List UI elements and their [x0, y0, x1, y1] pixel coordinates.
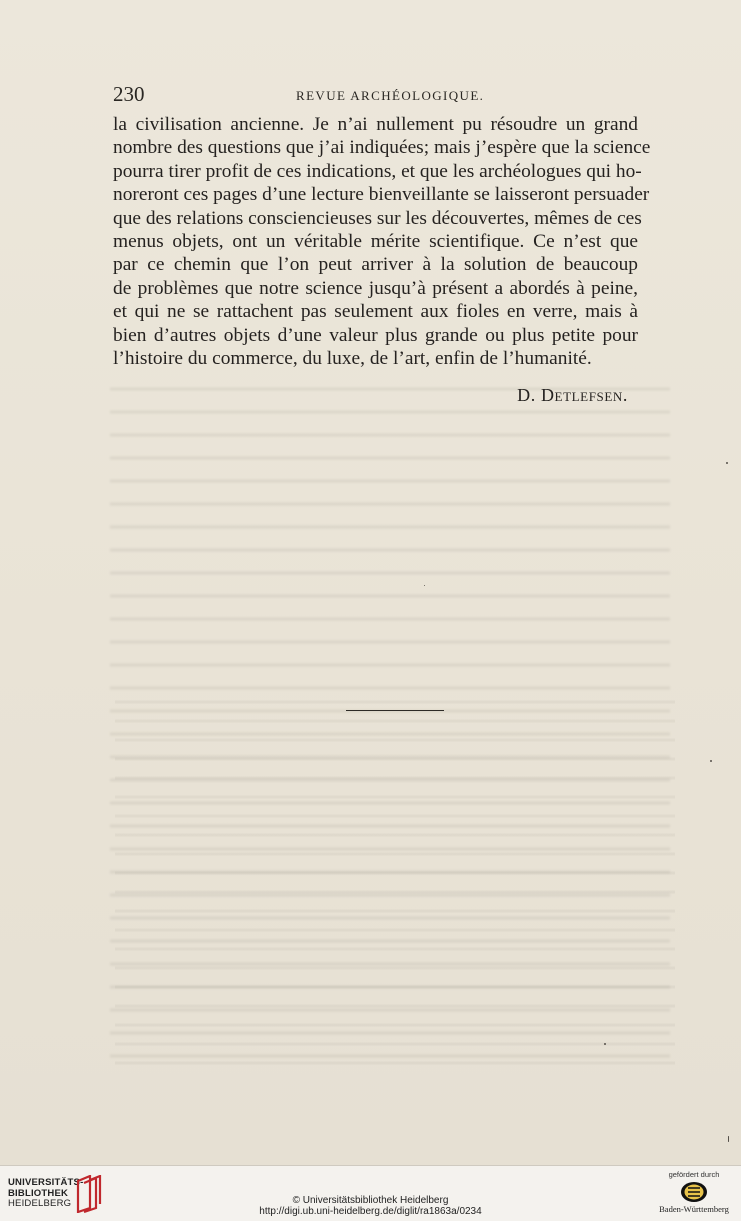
text-line: que des relations consciencieuses sur les découvertes, mêmes de ces [113, 207, 642, 229]
text-line: et qui ne se rattachent pas seulement aux fioles en verre, mais à [113, 301, 638, 323]
digitization-footer [0, 1165, 741, 1221]
paper-speck [424, 585, 425, 586]
paper-speck [604, 1043, 606, 1045]
text-line: nombre des questions que j’ai indiquées; mais j’espère que la science [113, 137, 651, 159]
bleed-through-texture-notes [115, 690, 675, 1070]
state-crest-icon [680, 1181, 708, 1203]
permalink[interactable]: http://digi.ub.uni-heidelberg.de/diglit/ra1863a/0234 [259, 1206, 482, 1217]
text-line: l’histoire du commerce, du luxe, de l’art, enfin de l’humanité. [113, 347, 592, 369]
section-divider [346, 710, 444, 711]
text-line: noreront ces pages d’une lecture bienveillante se laisseront persuader [113, 184, 650, 206]
library-name-line: BIBLIOTHEK [8, 1187, 69, 1199]
library-name-line: HEIDELBERG [8, 1198, 72, 1209]
body-paragraph [113, 113, 651, 370]
library-name-line: UNIVERSITÄTS- [8, 1177, 84, 1188]
paper-speck [728, 1136, 729, 1142]
funding-credit [659, 1170, 729, 1214]
text-line: menus objets, ont un véritable mérite scientifique. Ce n’est que [113, 230, 638, 252]
text-line: par ce chemin que l’on peut arriver à la solution de beaucoup [113, 254, 638, 276]
text-line: de problèmes que notre science jusqu’à présent a abordés à peine, [113, 277, 638, 299]
funder-name: Baden-Württemberg [659, 1204, 729, 1214]
author-signature: D. Detlefsen. [517, 385, 628, 405]
paper-speck [726, 462, 728, 464]
text-line: la civilisation ancienne. Je n’ai nullement pu résoudre un grand [113, 114, 638, 135]
funded-by-label: gefördert durch [668, 1170, 720, 1179]
page-header [113, 82, 638, 108]
running-title: REVUE ARCHÉOLOGIQUE. [296, 88, 485, 103]
text-line: pourra tirer profit de ces indications, et que les archéologues qui ho- [113, 160, 642, 182]
page-number: 230 [113, 82, 145, 106]
paper-speck [710, 760, 712, 762]
text-line: bien d’autres objets d’une valeur plus grande ou plus petite pour [113, 324, 638, 346]
copyright-notice: © Universitätsbibliothek Heidelberg [292, 1195, 449, 1206]
